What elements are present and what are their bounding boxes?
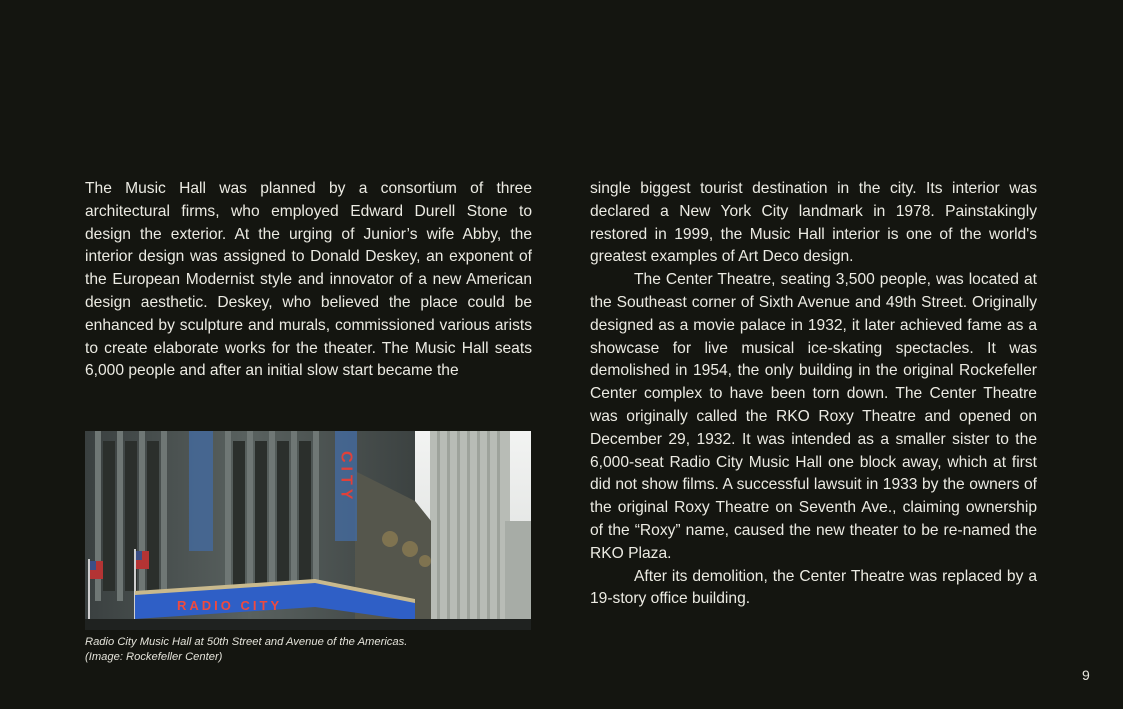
vertical-sign-text: CITY (337, 451, 355, 504)
marquee-sign-text: RADIO CITY (177, 598, 283, 613)
body-paragraph-demolition: After its demolition, the Center Theatre was replaced by a 19-story office building. (590, 567, 1037, 608)
body-paragraph-landmark: single biggest tourist destination in the city. Its interior was declared a New York City landmark in 1978. Painstakingly restored in 1999, the Music Hall interior is one of the world's greatest examples of Art Deco design. (590, 180, 1037, 266)
page-number: 9 (1082, 667, 1090, 683)
caption-line-credit: (Image: Rockefeller Center) (85, 651, 223, 664)
photo-caption (85, 635, 505, 666)
body-paragraph-center-theatre: The Center Theatre, seating 3,500 people, was located at the Southeast corner of Sixth Avenue and 49th Street. Originally designed as a movie palace in 1932, it later achieved fame as a showcase for live musical ice-skating spectacles. It was demolished in 1954, the only building in the original Rockefeller Center complex to have been torn down. The Center Theatre was originally called the RKO Roxy Theatre and opened on December 29, 1932. It was intended as a smaller sister to the 6,000-seat Radio City Music Hall one block away, which at first did not show films. A successful lawsuit in 1933 by the owners of the original Roxy Theatre on Seventh Ave., claiming ownership of the “Roxy” name, caused the new theater to be re-named the RKO Plaza. (590, 271, 1037, 562)
radio-city-photo (85, 431, 531, 630)
left-text-column (85, 178, 532, 383)
right-text-column (590, 178, 1037, 611)
caption-line-description: Radio City Music Hall at 50th Street and Avenue of the Americas. (85, 636, 408, 648)
body-paragraph-music-hall: The Music Hall was planned by a consortium of three architectural firms, who employed Edward Durell Stone to design the exterior. At the urging of Junior’s wife Abby, the interior design was assigned to Donald Deskey, an exponent of the European Modernist style and innovator of a new American design aesthetic. Deskey, who believed the place could be enhanced by sculpture and murals, commissioned various arists to create elaborate works for the theater. The Music Hall seats 6,000 people and after an initial slow start became the (85, 180, 532, 380)
